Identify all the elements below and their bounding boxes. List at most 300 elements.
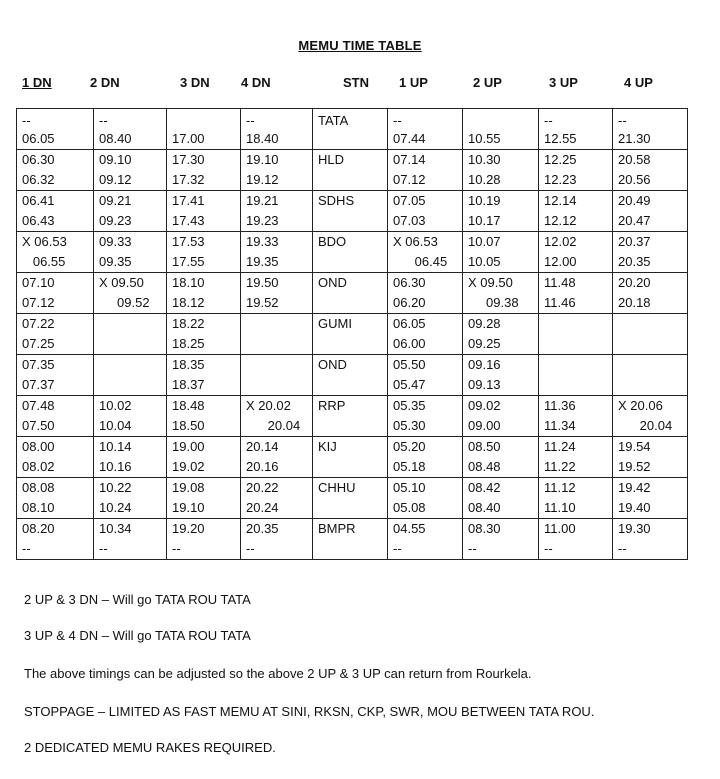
time-value-top: X 20.02 bbox=[246, 398, 291, 413]
time-cell bbox=[388, 437, 463, 478]
station-cell bbox=[313, 396, 388, 437]
time-value-bottom: 10.55 bbox=[468, 131, 501, 146]
station-cell bbox=[313, 109, 388, 150]
time-value-bottom: 07.37 bbox=[22, 377, 55, 392]
timetable bbox=[16, 108, 688, 560]
time-value-top: 08.08 bbox=[22, 480, 55, 495]
time-value-bottom: 17.32 bbox=[172, 172, 205, 187]
time-cell bbox=[94, 478, 167, 519]
time-value-bottom bbox=[618, 375, 687, 395]
time-value-top: 08.20 bbox=[22, 521, 55, 536]
time-cell bbox=[539, 109, 613, 150]
time-value-top: 19.42 bbox=[618, 480, 651, 495]
station-name: HLD bbox=[318, 152, 345, 167]
time-value-bottom: 09.52 bbox=[99, 295, 150, 310]
time-cell bbox=[17, 191, 94, 232]
header-3-dn: 3 DN bbox=[180, 75, 210, 90]
time-value-bottom: 09.23 bbox=[99, 213, 132, 228]
time-value-top: 10.22 bbox=[99, 480, 132, 495]
table-row bbox=[17, 314, 688, 355]
time-value-top: 08.00 bbox=[22, 439, 55, 454]
time-cell bbox=[241, 437, 313, 478]
time-value-top: 18.48 bbox=[172, 398, 205, 413]
table-row bbox=[17, 519, 688, 560]
time-cell bbox=[241, 355, 313, 396]
station-name: SDHS bbox=[318, 193, 355, 208]
time-cell bbox=[388, 519, 463, 560]
time-cell bbox=[94, 191, 167, 232]
time-cell bbox=[94, 355, 167, 396]
time-cell bbox=[17, 519, 94, 560]
time-value-bottom: 11.22 bbox=[544, 459, 576, 474]
time-cell bbox=[167, 478, 241, 519]
time-value-top bbox=[544, 314, 612, 334]
time-value-top: 19.54 bbox=[618, 439, 651, 454]
time-value-bottom: 08.02 bbox=[22, 459, 55, 474]
time-cell bbox=[241, 232, 313, 273]
time-value-bottom: 18.50 bbox=[172, 418, 205, 433]
time-value-top: 17.53 bbox=[172, 234, 205, 249]
time-value-bottom: 06.43 bbox=[22, 213, 55, 228]
time-value-top: 06.05 bbox=[393, 316, 426, 331]
time-value-bottom: 19.12 bbox=[246, 172, 279, 187]
time-value-top: X 09.50 bbox=[99, 275, 144, 290]
time-cell bbox=[539, 437, 613, 478]
time-cell bbox=[613, 191, 688, 232]
time-value-bottom: 07.44 bbox=[393, 131, 426, 146]
station-name: BDO bbox=[318, 234, 347, 249]
time-cell bbox=[17, 109, 94, 150]
time-cell bbox=[539, 273, 613, 314]
time-cell bbox=[539, 519, 613, 560]
time-value-top: 18.22 bbox=[172, 316, 205, 331]
time-value-top: 19.10 bbox=[246, 152, 279, 167]
time-value-bottom bbox=[544, 375, 612, 395]
time-cell bbox=[167, 232, 241, 273]
time-value-top bbox=[618, 355, 687, 375]
time-value-top: 06.41 bbox=[22, 193, 55, 208]
time-cell bbox=[613, 150, 688, 191]
time-cell bbox=[94, 232, 167, 273]
time-value-top bbox=[172, 111, 240, 131]
time-value-top: 20.14 bbox=[246, 439, 279, 454]
time-value-bottom: -- bbox=[544, 541, 553, 556]
time-value-bottom: 11.34 bbox=[544, 418, 576, 433]
time-value-top: 19.20 bbox=[172, 521, 205, 536]
time-value-bottom: 19.35 bbox=[246, 254, 279, 269]
time-cell bbox=[539, 355, 613, 396]
time-value-bottom: 06.32 bbox=[22, 172, 55, 187]
time-value-top: 07.14 bbox=[393, 152, 426, 167]
time-cell bbox=[388, 314, 463, 355]
header-4-up: 4 UP bbox=[624, 75, 653, 90]
time-cell bbox=[613, 314, 688, 355]
time-value-top: 19.08 bbox=[172, 480, 205, 495]
time-value-bottom: 09.12 bbox=[99, 172, 132, 187]
time-cell bbox=[17, 314, 94, 355]
time-cell bbox=[539, 314, 613, 355]
time-value-bottom bbox=[246, 334, 312, 354]
time-cell bbox=[241, 191, 313, 232]
time-cell bbox=[94, 437, 167, 478]
time-cell bbox=[17, 273, 94, 314]
time-value-bottom: 20.16 bbox=[246, 459, 279, 474]
header-3-up: 3 UP bbox=[549, 75, 578, 90]
time-value-top: -- bbox=[22, 113, 31, 128]
time-value-top: 19.30 bbox=[618, 521, 651, 536]
time-value-bottom: 07.03 bbox=[393, 213, 426, 228]
time-value-top: 05.20 bbox=[393, 439, 426, 454]
time-value-top: 05.50 bbox=[393, 357, 426, 372]
time-cell bbox=[539, 150, 613, 191]
time-value-top: 12.02 bbox=[544, 234, 577, 249]
time-value-top: 10.34 bbox=[99, 521, 132, 536]
time-value-bottom: 10.24 bbox=[99, 500, 132, 515]
time-cell bbox=[17, 355, 94, 396]
time-value-top: 11.12 bbox=[544, 480, 576, 495]
time-value-top: -- bbox=[246, 113, 255, 128]
header-1-up: 1 UP bbox=[399, 75, 428, 90]
time-value-bottom: 07.12 bbox=[393, 172, 426, 187]
time-cell bbox=[463, 437, 539, 478]
time-value-bottom: 20.24 bbox=[246, 500, 279, 515]
time-cell bbox=[388, 191, 463, 232]
time-value-bottom: 05.18 bbox=[393, 459, 426, 474]
station-cell bbox=[313, 437, 388, 478]
station-cell bbox=[313, 150, 388, 191]
time-value-bottom: 12.55 bbox=[544, 131, 577, 146]
station-cell bbox=[313, 519, 388, 560]
time-value-bottom: 08.10 bbox=[22, 500, 55, 515]
time-value-bottom: 11.10 bbox=[544, 500, 576, 515]
time-value-bottom bbox=[544, 334, 612, 354]
time-value-top: 19.50 bbox=[246, 275, 279, 290]
time-value-top: 07.48 bbox=[22, 398, 55, 413]
table-row bbox=[17, 437, 688, 478]
time-value-top: 20.49 bbox=[618, 193, 651, 208]
time-value-top: 20.37 bbox=[618, 234, 651, 249]
time-value-bottom: 07.50 bbox=[22, 418, 55, 433]
time-value-top bbox=[99, 355, 166, 375]
time-value-bottom: 18.40 bbox=[246, 131, 279, 146]
time-value-bottom bbox=[99, 375, 166, 395]
time-value-top: 11.48 bbox=[544, 275, 576, 290]
time-value-bottom: -- bbox=[468, 541, 477, 556]
time-value-bottom: 08.40 bbox=[99, 131, 132, 146]
time-value-top: -- bbox=[393, 113, 402, 128]
time-cell bbox=[388, 355, 463, 396]
time-cell bbox=[613, 232, 688, 273]
time-cell bbox=[388, 273, 463, 314]
station-cell bbox=[313, 314, 388, 355]
header-2-dn: 2 DN bbox=[90, 75, 120, 90]
time-value-bottom: 09.25 bbox=[468, 336, 501, 351]
time-cell bbox=[539, 478, 613, 519]
time-cell bbox=[241, 314, 313, 355]
time-cell bbox=[613, 355, 688, 396]
time-value-top: 08.30 bbox=[468, 521, 501, 536]
time-cell bbox=[241, 478, 313, 519]
time-value-top bbox=[246, 355, 312, 375]
time-value-bottom: 19.02 bbox=[172, 459, 205, 474]
time-value-bottom: 06.20 bbox=[393, 295, 426, 310]
header-1-dn: 1 DN bbox=[22, 75, 52, 90]
time-cell bbox=[17, 437, 94, 478]
time-value-top: 06.30 bbox=[22, 152, 55, 167]
time-value-top: 08.50 bbox=[468, 439, 501, 454]
time-value-top: 17.41 bbox=[172, 193, 205, 208]
time-cell bbox=[388, 109, 463, 150]
note-line: 2 DEDICATED MEMU RAKES REQUIRED. bbox=[24, 740, 276, 755]
time-value-top: 07.05 bbox=[393, 193, 426, 208]
time-value-top: 10.14 bbox=[99, 439, 132, 454]
time-value-top: 20.58 bbox=[618, 152, 651, 167]
header-2-up: 2 UP bbox=[473, 75, 502, 90]
time-value-bottom: -- bbox=[99, 541, 108, 556]
station-cell bbox=[313, 355, 388, 396]
time-value-bottom: 08.40 bbox=[468, 500, 501, 515]
time-value-bottom: 12.12 bbox=[544, 213, 577, 228]
table-row bbox=[17, 150, 688, 191]
time-value-top: 19.00 bbox=[172, 439, 205, 454]
time-value-bottom: -- bbox=[393, 541, 402, 556]
time-cell bbox=[613, 478, 688, 519]
time-value-top: 10.02 bbox=[99, 398, 132, 413]
time-cell bbox=[241, 519, 313, 560]
time-value-top bbox=[99, 314, 166, 334]
station-cell bbox=[313, 232, 388, 273]
time-value-bottom: 18.25 bbox=[172, 336, 205, 351]
time-value-bottom: 11.46 bbox=[544, 295, 576, 310]
station-name: GUMI bbox=[318, 316, 352, 331]
time-cell bbox=[613, 437, 688, 478]
time-value-top: 20.22 bbox=[246, 480, 279, 495]
time-value-top: 04.55 bbox=[393, 521, 426, 536]
time-cell bbox=[539, 191, 613, 232]
time-value-bottom bbox=[618, 334, 687, 354]
time-value-bottom: -- bbox=[246, 541, 255, 556]
time-cell bbox=[613, 109, 688, 150]
page-title: MEMU TIME TABLE bbox=[298, 38, 422, 53]
time-value-top: X 06.53 bbox=[393, 234, 438, 249]
time-value-bottom: 05.47 bbox=[393, 377, 426, 392]
time-value-bottom: -- bbox=[172, 541, 181, 556]
time-cell bbox=[463, 109, 539, 150]
note-line: 2 UP & 3 DN – Will go TATA ROU TATA bbox=[24, 592, 251, 607]
time-value-bottom: 09.13 bbox=[468, 377, 501, 392]
table-row bbox=[17, 396, 688, 437]
time-value-bottom: 17.55 bbox=[172, 254, 205, 269]
note-line: The above timings can be adjusted so the above 2 UP & 3 UP can return from Rourkela. bbox=[24, 666, 532, 681]
time-cell bbox=[94, 314, 167, 355]
time-cell bbox=[539, 396, 613, 437]
header-4-dn: 4 DN bbox=[241, 75, 271, 90]
time-value-bottom: 19.52 bbox=[618, 459, 651, 474]
time-value-top: 18.10 bbox=[172, 275, 205, 290]
station-name: KIJ bbox=[318, 439, 337, 454]
time-value-bottom: 07.25 bbox=[22, 336, 55, 351]
table-row bbox=[17, 355, 688, 396]
time-cell bbox=[463, 478, 539, 519]
time-value-top: 07.10 bbox=[22, 275, 55, 290]
station-cell bbox=[313, 191, 388, 232]
time-cell bbox=[613, 273, 688, 314]
time-value-top: 12.25 bbox=[544, 152, 577, 167]
time-value-top: 08.42 bbox=[468, 480, 501, 495]
time-value-bottom: 20.04 bbox=[246, 418, 301, 433]
time-cell bbox=[167, 150, 241, 191]
time-value-bottom: 10.16 bbox=[99, 459, 132, 474]
time-value-bottom: 19.10 bbox=[172, 500, 205, 515]
time-value-top: 05.10 bbox=[393, 480, 426, 495]
time-cell bbox=[167, 519, 241, 560]
time-value-top: X 09.50 bbox=[468, 275, 513, 290]
time-value-top: X 06.53 bbox=[22, 234, 67, 249]
time-value-bottom: 10.04 bbox=[99, 418, 132, 433]
time-value-bottom: 10.28 bbox=[468, 172, 501, 187]
time-cell bbox=[388, 150, 463, 191]
note-line: 3 UP & 4 DN – Will go TATA ROU TATA bbox=[24, 628, 251, 643]
time-value-top: 09.21 bbox=[99, 193, 132, 208]
time-value-bottom: 17.43 bbox=[172, 213, 205, 228]
time-cell bbox=[388, 396, 463, 437]
time-value-top: 09.28 bbox=[468, 316, 501, 331]
time-value-bottom: 12.00 bbox=[544, 254, 577, 269]
time-value-top bbox=[246, 314, 312, 334]
time-value-bottom: 20.47 bbox=[618, 213, 651, 228]
station-cell bbox=[313, 478, 388, 519]
time-value-bottom: 05.08 bbox=[393, 500, 426, 515]
time-value-bottom: 09.35 bbox=[99, 254, 132, 269]
time-value-top: 10.19 bbox=[468, 193, 501, 208]
time-value-bottom: 20.18 bbox=[618, 295, 651, 310]
table-row bbox=[17, 191, 688, 232]
time-value-bottom: 07.12 bbox=[22, 295, 55, 310]
time-cell bbox=[17, 150, 94, 191]
table-row bbox=[17, 273, 688, 314]
time-value-top: 09.10 bbox=[99, 152, 132, 167]
station-name: OND bbox=[318, 275, 347, 290]
time-cell bbox=[613, 396, 688, 437]
time-value-top: 11.24 bbox=[544, 439, 576, 454]
time-cell bbox=[94, 519, 167, 560]
time-value-bottom: 06.00 bbox=[393, 336, 426, 351]
time-cell bbox=[463, 232, 539, 273]
time-cell bbox=[241, 150, 313, 191]
station-name: RRP bbox=[318, 398, 346, 413]
time-value-top: 07.22 bbox=[22, 316, 55, 331]
time-value-top bbox=[618, 314, 687, 334]
time-cell bbox=[17, 478, 94, 519]
time-value-top: -- bbox=[618, 113, 627, 128]
table-row bbox=[17, 478, 688, 519]
time-value-top bbox=[468, 111, 538, 131]
time-cell bbox=[463, 314, 539, 355]
time-value-top: 19.21 bbox=[246, 193, 279, 208]
time-value-top: 20.35 bbox=[246, 521, 279, 536]
time-value-bottom: 09.38 bbox=[468, 295, 519, 310]
time-cell bbox=[463, 355, 539, 396]
time-value-top: 09.16 bbox=[468, 357, 501, 372]
time-value-bottom: 12.23 bbox=[544, 172, 577, 187]
time-value-top: 10.07 bbox=[468, 234, 501, 249]
time-value-top: 18.35 bbox=[172, 357, 205, 372]
time-cell bbox=[388, 232, 463, 273]
time-value-bottom: 21.30 bbox=[618, 131, 651, 146]
time-cell bbox=[17, 232, 94, 273]
station-cell bbox=[313, 273, 388, 314]
time-value-top: 17.30 bbox=[172, 152, 205, 167]
time-cell bbox=[94, 273, 167, 314]
time-cell bbox=[167, 109, 241, 150]
time-value-bottom: -- bbox=[22, 541, 31, 556]
time-value-bottom bbox=[246, 375, 312, 395]
time-value-bottom: 20.04 bbox=[618, 418, 673, 433]
time-value-top: 19.33 bbox=[246, 234, 279, 249]
time-value-top: 05.35 bbox=[393, 398, 426, 413]
time-value-bottom: 10.05 bbox=[468, 254, 501, 269]
time-value-top: 20.20 bbox=[618, 275, 651, 290]
time-value-bottom: 18.12 bbox=[172, 295, 205, 310]
time-cell bbox=[388, 478, 463, 519]
time-cell bbox=[167, 314, 241, 355]
time-value-top bbox=[544, 355, 612, 375]
station-name: OND bbox=[318, 357, 347, 372]
time-cell bbox=[463, 519, 539, 560]
time-cell bbox=[167, 191, 241, 232]
time-cell bbox=[94, 109, 167, 150]
time-value-bottom: 08.48 bbox=[468, 459, 501, 474]
time-value-bottom: 06.45 bbox=[393, 254, 448, 269]
time-cell bbox=[463, 273, 539, 314]
time-value-bottom: 19.40 bbox=[618, 500, 651, 515]
time-value-bottom: 20.56 bbox=[618, 172, 651, 187]
header-stn: STN bbox=[343, 75, 369, 90]
time-cell bbox=[463, 150, 539, 191]
station-name: BMPR bbox=[318, 521, 356, 536]
time-cell bbox=[539, 232, 613, 273]
time-cell bbox=[94, 396, 167, 437]
time-value-top: 06.30 bbox=[393, 275, 426, 290]
table-row bbox=[17, 232, 688, 273]
time-value-bottom: 09.00 bbox=[468, 418, 501, 433]
time-cell bbox=[94, 150, 167, 191]
time-value-bottom: 06.55 bbox=[22, 254, 66, 269]
time-value-top: 11.36 bbox=[544, 398, 576, 413]
time-cell bbox=[167, 396, 241, 437]
time-value-top: 10.30 bbox=[468, 152, 501, 167]
time-value-top: -- bbox=[544, 113, 553, 128]
time-value-bottom: -- bbox=[618, 541, 627, 556]
time-cell bbox=[167, 355, 241, 396]
time-value-top: 09.02 bbox=[468, 398, 501, 413]
station-name: TATA bbox=[318, 113, 349, 128]
time-value-bottom: 06.05 bbox=[22, 131, 55, 146]
time-value-bottom: 17.00 bbox=[172, 131, 205, 146]
time-cell bbox=[17, 396, 94, 437]
time-value-bottom: 05.30 bbox=[393, 418, 426, 433]
station-name: CHHU bbox=[318, 480, 356, 495]
time-value-bottom: 20.35 bbox=[618, 254, 651, 269]
note-line: STOPPAGE – LIMITED AS FAST MEMU AT SINI, RKSN, CKP, SWR, MOU BETWEEN TATA ROU. bbox=[24, 704, 595, 719]
time-value-top: 12.14 bbox=[544, 193, 577, 208]
time-value-bottom: 10.17 bbox=[468, 213, 501, 228]
time-cell bbox=[241, 109, 313, 150]
time-cell bbox=[241, 273, 313, 314]
time-value-top: 07.35 bbox=[22, 357, 55, 372]
time-value-top: -- bbox=[99, 113, 108, 128]
time-value-top: 09.33 bbox=[99, 234, 132, 249]
